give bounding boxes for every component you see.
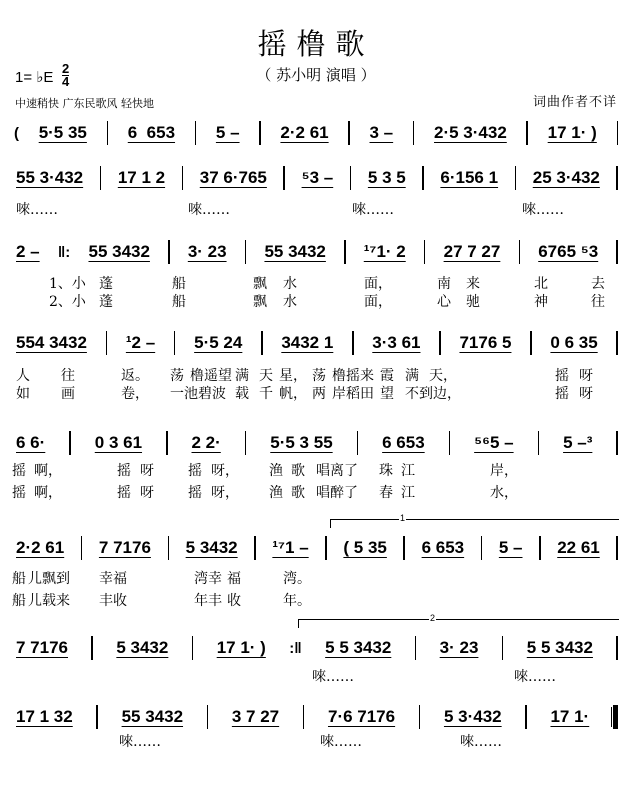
lyric-syllable: 两	[312, 386, 326, 402]
barline	[525, 705, 527, 729]
barline	[502, 636, 504, 660]
measure: 2·2 61	[280, 123, 329, 142]
measure: 6 653	[382, 433, 425, 452]
barline	[192, 636, 194, 660]
measure: 3· 23	[187, 242, 227, 261]
barline	[350, 166, 352, 190]
lyric-syllable: 年丰	[194, 593, 222, 609]
barline	[616, 636, 618, 660]
lyric-syllable: 望	[380, 386, 394, 402]
barline	[245, 431, 247, 455]
measure: 22 61	[557, 538, 600, 557]
staff-system	[14, 430, 618, 456]
key-signature: 1= ♭E	[15, 69, 54, 86]
time-top: 2	[62, 61, 70, 76]
barline	[616, 536, 618, 560]
lyric-syllable: 2、小	[49, 294, 86, 310]
lyric-syllable: 返。	[121, 368, 149, 384]
measure: 27 7 27	[443, 242, 501, 261]
lyric-syllable: 人	[16, 368, 30, 384]
lyric-syllable: 摇	[188, 485, 202, 501]
lyric-syllable: 渔	[269, 485, 283, 501]
measure: 3 7 27	[231, 707, 280, 726]
barline	[168, 240, 170, 264]
barline	[166, 431, 168, 455]
lyric-syllable: 幸福	[99, 571, 127, 587]
measure: 0 3 61	[94, 433, 143, 452]
lyric-syllable: 不到边，	[405, 386, 461, 402]
measure: 5 –	[215, 123, 240, 142]
barline	[303, 705, 305, 729]
barline	[348, 121, 350, 145]
barline	[81, 536, 83, 560]
measure: 5·5 35	[38, 123, 87, 142]
lyric-syllable: 歌	[291, 463, 305, 479]
lyric-syllable: 啊，	[34, 463, 62, 479]
lyric-syllable: 珠	[379, 463, 393, 479]
measure: 17 1· )	[547, 123, 597, 142]
lyric-syllable: 南	[437, 276, 451, 292]
barline	[283, 166, 285, 190]
measure: 5 5 3432	[325, 638, 392, 657]
lyric-syllable: 载	[235, 386, 249, 402]
lyric-syllable: 春	[379, 485, 393, 501]
lyric-syllable: 蓬	[99, 276, 113, 292]
barline	[254, 536, 256, 560]
lyric-syllable: 唻……	[522, 202, 564, 218]
staff-system	[14, 239, 618, 265]
lyric-syllable: 北	[534, 276, 548, 292]
lyric-syllable: 儿飘到	[28, 571, 70, 587]
lyric-syllable: 面，	[364, 294, 392, 310]
lyric-syllable: 来	[466, 276, 480, 292]
lyric-syllable: 江	[401, 485, 415, 501]
staff-system	[14, 704, 618, 730]
measure: 37 6·765	[199, 168, 267, 187]
measure: 5 5 3432	[526, 638, 593, 657]
volta-bracket	[330, 513, 619, 528]
lyric-syllable: 蓬	[99, 294, 113, 310]
barline	[91, 636, 93, 660]
measure: 5 3432	[185, 538, 238, 557]
lyric-syllable: 摇	[555, 368, 569, 384]
barline	[403, 536, 405, 560]
barline	[168, 536, 170, 560]
open-paren: (	[14, 124, 19, 142]
measure: 7 7176	[98, 538, 151, 557]
lyric-syllable: 一池碧波	[170, 386, 226, 402]
lyric-syllable: 唻……	[514, 669, 556, 685]
lyric-syllable: 画	[61, 386, 75, 402]
measure: 2 –	[16, 242, 40, 261]
lyric-syllable: 天	[259, 368, 273, 384]
barline	[107, 121, 109, 145]
lyric-syllable: 呀	[579, 386, 593, 402]
barline	[174, 331, 176, 355]
barline	[539, 536, 541, 560]
measure: 5·5 3 55	[270, 433, 333, 452]
measure: 7 7176	[16, 638, 68, 657]
barline	[424, 240, 426, 264]
barline	[616, 331, 618, 355]
barline	[325, 536, 327, 560]
lyric-syllable: 唱离了	[316, 463, 358, 479]
lyric-syllable: 星，	[279, 368, 307, 384]
lyric-syllable: 唻……	[320, 734, 362, 750]
volta-number: 1	[400, 513, 406, 523]
staff-system	[14, 120, 618, 146]
measure: 6 653	[421, 538, 465, 557]
lyric-syllable: 如	[16, 386, 30, 402]
lyric-syllable: 1、小	[49, 276, 86, 292]
time-signature	[62, 63, 69, 88]
barline	[195, 121, 197, 145]
barline	[69, 431, 71, 455]
lyric-syllable: 荡	[170, 368, 184, 384]
tempo-marking: 中速稍快 广东民歌风 轻快地	[15, 97, 154, 110]
lyric-syllable: 橹遥望	[190, 368, 232, 384]
measure: 3· 23	[439, 638, 479, 657]
barline	[616, 240, 618, 264]
lyric-syllable: 江	[401, 463, 415, 479]
barline	[616, 431, 618, 455]
lyric-syllable: 湾幸	[194, 571, 222, 587]
measure: ¹2 –	[125, 333, 156, 352]
barline	[617, 121, 619, 145]
measure: 25 3·432	[532, 168, 600, 187]
lyric-syllable: 唻……	[460, 734, 502, 750]
lyric-syllable: 摇	[117, 485, 131, 501]
measure: 5 3432	[116, 638, 169, 657]
lyric-syllable: 满	[235, 368, 249, 384]
measure: 554 3432	[16, 333, 87, 352]
barline	[526, 121, 528, 145]
lyric-syllable: 渔	[269, 463, 283, 479]
lyric-syllable: 千	[259, 386, 273, 402]
lyric-syllable: 呀	[140, 463, 154, 479]
lyric-syllable: 船	[172, 276, 186, 292]
lyric-syllable: 满	[405, 368, 419, 384]
lyric-syllable: 霞	[380, 368, 394, 384]
lyric-syllable: 飘	[253, 276, 267, 292]
lyric-syllable: 往	[591, 294, 605, 310]
barline	[96, 705, 98, 729]
measure: 17 1 32	[16, 707, 73, 726]
measure: 2·5 3·432	[434, 123, 507, 142]
staff-system	[14, 635, 618, 661]
barline	[245, 240, 247, 264]
lyric-syllable: 啊，	[34, 485, 62, 501]
measure: 3·3 61	[372, 333, 421, 352]
singer-credit: （ 苏小明 演唱 ）	[256, 66, 376, 84]
barline	[530, 331, 532, 355]
lyric-syllable: 摇	[12, 463, 26, 479]
barline	[616, 166, 618, 190]
lyric-syllable: 歌	[291, 485, 305, 501]
lyric-syllable: 水，	[490, 485, 518, 501]
measure: 55 3·432	[16, 168, 84, 187]
lyric-syllable: 呀，	[211, 485, 239, 501]
lyric-syllable: 往	[61, 368, 75, 384]
barline	[613, 705, 618, 729]
measure: 7176 5	[459, 333, 512, 352]
measure: ⁵⁶5 –	[474, 433, 514, 452]
lyric-syllable: 驰	[466, 294, 480, 310]
lyric-syllable: 福	[227, 571, 241, 587]
song-title: 摇橹歌	[257, 27, 375, 61]
lyric-syllable: 神	[534, 294, 548, 310]
measure: ¹⁷1· 2	[363, 242, 406, 261]
lyric-syllable: 天，	[429, 368, 457, 384]
barline	[538, 431, 540, 455]
measure: 17 1· )	[216, 638, 266, 657]
staff-system	[14, 535, 618, 561]
lyric-syllable: 去	[591, 276, 605, 292]
measure: 6765 ⁵3	[538, 242, 599, 261]
lyric-syllable: 水	[283, 294, 297, 310]
lyric-syllable: 年。	[283, 593, 311, 609]
barline	[352, 331, 354, 355]
measure: 0 6 35	[550, 333, 598, 352]
lyric-syllable: 呀，	[211, 463, 239, 479]
lyric-syllable: 呀	[140, 485, 154, 501]
lyric-syllable: 唻……	[16, 202, 58, 218]
volta-bracket	[298, 613, 619, 628]
staff-system	[14, 330, 618, 356]
measure: 5 3 5	[367, 168, 406, 187]
lyric-syllable: 心	[437, 294, 451, 310]
lyric-syllable: 卷，	[121, 386, 149, 402]
lyric-syllable: 呀	[579, 368, 593, 384]
repeat-end-sign: :‖	[289, 639, 302, 657]
measure: 2 2·	[191, 433, 221, 452]
lyric-syllable: 丰收	[99, 593, 127, 609]
barline	[449, 431, 451, 455]
measure: 17 1·	[550, 707, 590, 726]
lyric-syllable: 收	[227, 593, 241, 609]
lyric-syllable: 唻……	[119, 734, 161, 750]
measure: 2·2 61	[16, 538, 65, 557]
measure: ( 5 35	[343, 538, 387, 557]
lyric-syllable: 荡	[312, 368, 326, 384]
lyric-syllable: 岸稻田	[332, 386, 374, 402]
barline	[261, 331, 263, 355]
lyric-syllable: 摇	[117, 463, 131, 479]
lyric-syllable: 唱醉了	[316, 485, 358, 501]
lyric-syllable: 橹摇来	[332, 368, 374, 384]
measure: 5 3·432	[443, 707, 502, 726]
measure: 6 6·	[16, 433, 46, 452]
lyric-syllable: 帆，	[279, 386, 307, 402]
lyric-syllable: 船	[172, 294, 186, 310]
measure: 55 3432	[264, 242, 326, 261]
barline	[100, 166, 102, 190]
barline	[182, 166, 184, 190]
measure: 5 –	[498, 538, 523, 557]
time-bottom: 4	[62, 74, 70, 89]
lyric-syllable: 岸，	[490, 463, 518, 479]
lyric-syllable: 摇	[12, 485, 26, 501]
measure: 5·5 24	[194, 333, 243, 352]
measure: ⁵3 –	[301, 168, 334, 187]
lyric-syllable: 船	[12, 571, 26, 587]
measure: 6·156 1	[440, 168, 499, 187]
lyric-syllable: 唻……	[312, 669, 354, 685]
barline	[106, 331, 108, 355]
lyric-syllable: 儿载来	[28, 593, 70, 609]
measure: 3432 1	[281, 333, 334, 352]
barline	[439, 331, 441, 355]
lyric-syllable: 摇	[188, 463, 202, 479]
measure: 55 3432	[121, 707, 184, 726]
measure: 5 –³	[563, 433, 593, 452]
volta-number: 2	[430, 613, 436, 623]
lyric-syllable: 湾。	[283, 571, 311, 587]
barline	[481, 536, 483, 560]
barline	[515, 166, 517, 190]
staff-system	[14, 165, 618, 191]
lyric-syllable: 飘	[253, 294, 267, 310]
lyric-syllable: 面，	[364, 276, 392, 292]
lyric-syllable: 水	[283, 276, 297, 292]
measure: 3 –	[369, 123, 394, 142]
repeat-start-sign: ‖:	[57, 243, 71, 261]
lyric-syllable: 唻……	[352, 202, 394, 218]
barline	[259, 121, 261, 145]
measure: 7·6 7176	[327, 707, 396, 726]
barline	[419, 705, 421, 729]
barline	[344, 240, 346, 264]
measure: 55 3432	[88, 242, 150, 261]
barline	[207, 705, 209, 729]
measure: 17 1 2	[117, 168, 166, 187]
barline	[357, 431, 359, 455]
lyric-syllable: 唻……	[188, 202, 230, 218]
author-credit: 词曲作者不详	[532, 95, 617, 110]
measure: 6 653	[127, 123, 176, 142]
barline	[413, 121, 415, 145]
barline	[422, 166, 424, 190]
lyric-syllable: 船	[12, 593, 26, 609]
measure: ¹⁷1 –	[272, 538, 309, 557]
barline	[415, 636, 417, 660]
lyric-syllable: 摇	[555, 386, 569, 402]
barline	[519, 240, 521, 264]
